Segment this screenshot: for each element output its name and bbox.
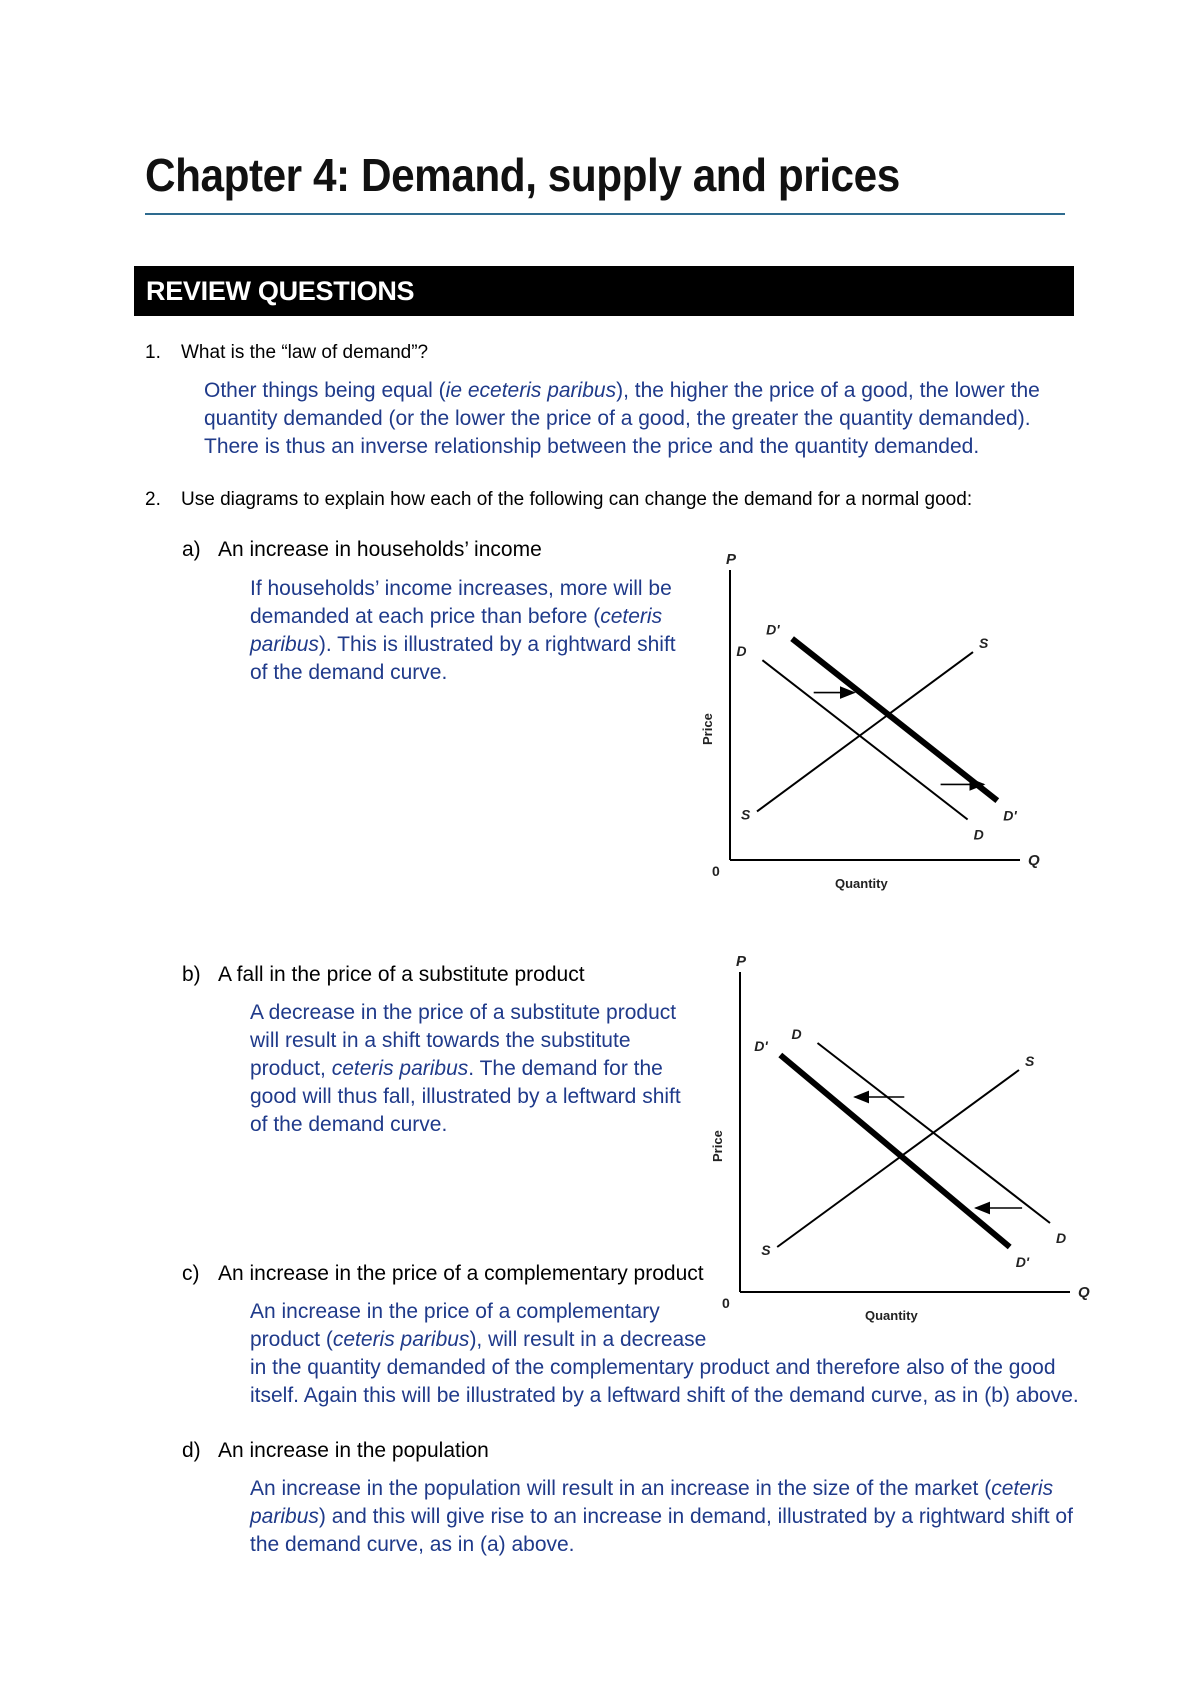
series-line-Dprime xyxy=(780,1055,1009,1247)
answer-text: product ( xyxy=(250,1328,333,1351)
series-end-label: D' xyxy=(1003,807,1017,824)
origin-label: 0 xyxy=(722,1295,730,1311)
answer-text: Other things being equal ( xyxy=(204,379,446,402)
question-text: Use diagrams to explain how each of the following can change the demand for a normal good: xyxy=(181,489,973,510)
question-1 xyxy=(145,342,428,364)
series-line-Dprime xyxy=(792,639,997,801)
answer-italic: ie eceteris paribus xyxy=(445,379,617,402)
series-line-D xyxy=(818,1043,1051,1223)
series-end-label: S xyxy=(1025,1053,1035,1069)
question-text: What is the “law of demand”? xyxy=(181,342,429,363)
series-start-label: D xyxy=(791,1026,802,1042)
answer-italic: ceteris paribus xyxy=(250,1477,1054,1528)
answer-italic: ceteris paribus xyxy=(331,1057,469,1080)
series-line-S xyxy=(757,652,973,811)
answer-line: An increase in the price of a complementary xyxy=(250,1300,660,1323)
subquestion-label: c) xyxy=(182,1262,200,1285)
answer-1 xyxy=(204,377,1064,461)
answer-2b xyxy=(250,999,690,1139)
answer-2a xyxy=(250,575,690,687)
x-axis-end-label: Q xyxy=(1078,1284,1090,1301)
subquestion-b xyxy=(182,963,585,987)
x-axis-label: Quantity xyxy=(835,876,888,891)
answer-line: in the quantity demanded of the complementary product and therefore also of the good itself. Again this will be illustrated by a leftward shift of the demand curve, as in (b) above. xyxy=(250,1356,1079,1407)
demand-shift-chart-b xyxy=(690,945,1090,1325)
series-start-label: D' xyxy=(754,1038,768,1054)
subquestion-a xyxy=(182,538,542,562)
title-underline xyxy=(145,213,1065,215)
demand-shift-chart-a xyxy=(690,540,1070,900)
series-line-D xyxy=(762,660,967,819)
question-2 xyxy=(145,489,972,511)
answer-text: ) and this will give rise to an increase in demand, illustrated by a rightward shift of the demand curve, as in (a) above. xyxy=(250,1505,1073,1556)
answer-2c xyxy=(250,1298,1080,1410)
subquestion-label: b) xyxy=(182,963,201,986)
y-axis-end-label: P xyxy=(726,551,737,568)
series-end-label: D' xyxy=(1015,1254,1030,1270)
subquestion-label: d) xyxy=(182,1439,201,1462)
answer-text: ), the higher the price of a good, the lower the quantity demanded (or the lower the price of a good, the greater the quantity demanded). There is thus an inverse relationship between the price and the quantity demanded. xyxy=(204,379,1040,458)
answer-text: . The demand for the good will thus fall, illustrated by a leftward shift of the demand curve. xyxy=(250,1057,681,1136)
series-start-label: D xyxy=(736,643,747,660)
subquestion-heading: A fall in the price of a substitute product xyxy=(218,963,585,986)
question-number: 2. xyxy=(145,489,161,510)
section-banner: REVIEW QUESTIONS xyxy=(134,266,1074,316)
y-axis-label: Price xyxy=(700,713,715,745)
answer-2d xyxy=(250,1475,1080,1559)
answer-text: If households’ income increases, more will be demanded at each price than before ( xyxy=(250,577,672,628)
series-start-label: S xyxy=(761,1242,771,1258)
answer-text: An increase in the population will result in an increase in the size of the market ( xyxy=(250,1477,992,1500)
answer-italic: ceteris paribus xyxy=(332,1328,470,1351)
x-axis-end-label: Q xyxy=(1028,852,1040,869)
question-number: 1. xyxy=(145,342,161,363)
subquestion-heading: An increase in households’ income xyxy=(218,538,542,561)
answer-text: ). This is illustrated by a rightward shift of the demand curve. xyxy=(250,633,676,684)
series-end-label: D xyxy=(973,826,984,843)
subquestion-c xyxy=(182,1262,704,1286)
answer-italic: ceteris paribus xyxy=(250,605,663,656)
subquestion-d xyxy=(182,1439,489,1463)
y-axis-label: Price xyxy=(710,1130,725,1162)
series-end-label: D xyxy=(1056,1230,1067,1246)
series-start-label: S xyxy=(741,806,751,823)
x-axis-label: Quantity xyxy=(865,1308,918,1323)
page-title: Chapter 4: Demand, supply and prices xyxy=(145,149,900,201)
answer-text: ), will result in a decrease xyxy=(469,1328,707,1351)
subquestion-label: a) xyxy=(182,538,201,561)
y-axis-end-label: P xyxy=(736,953,747,970)
series-end-label: S xyxy=(979,635,989,652)
series-start-label: D' xyxy=(766,621,780,638)
origin-label: 0 xyxy=(712,863,720,879)
subquestion-heading: An increase in the population xyxy=(218,1439,489,1462)
answer-text: A decrease in the price of a substitute product will result in a shift towards the substitute product, xyxy=(250,1001,677,1080)
subquestion-heading: An increase in the price of a complementary product xyxy=(218,1262,704,1285)
